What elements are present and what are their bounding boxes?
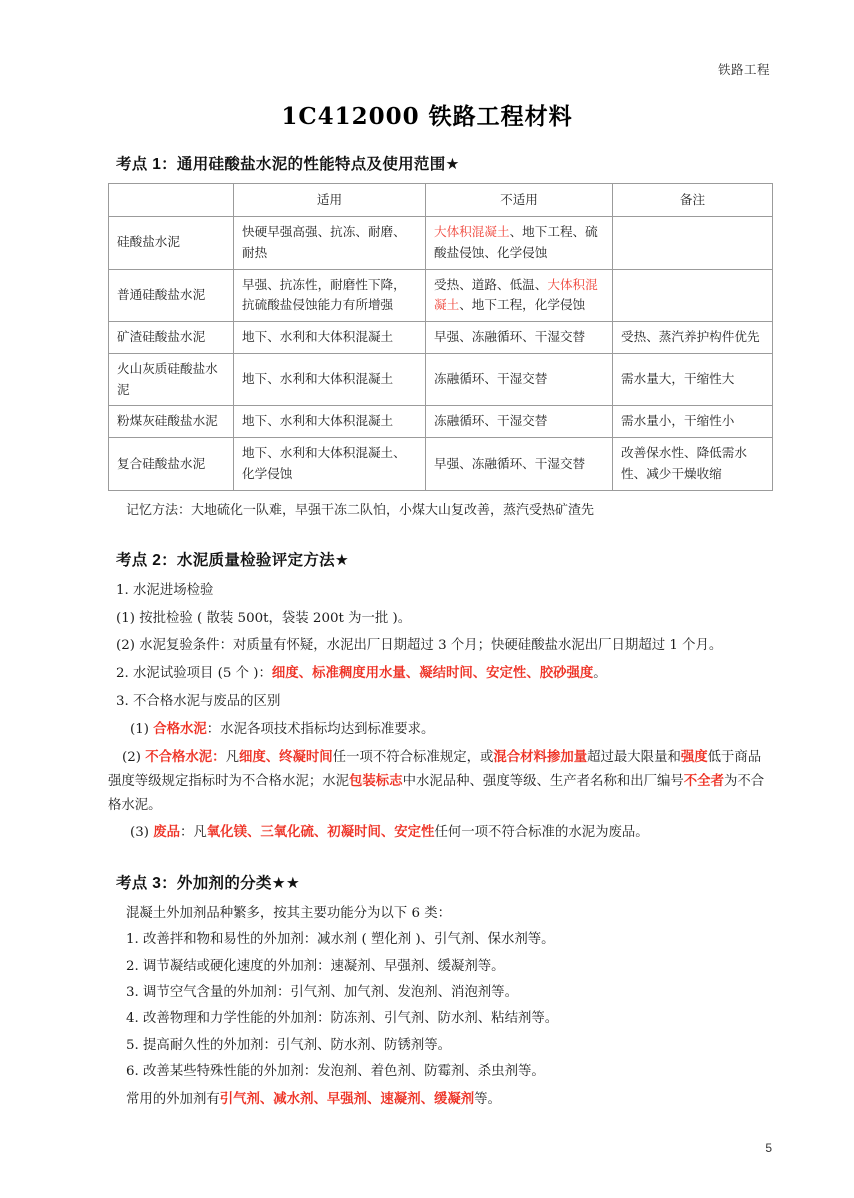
kaodian-3-body <box>108 928 772 1112</box>
highlight-text: 不合格水泥： <box>145 748 226 765</box>
cell-suitable: 地下、水利和大体积混凝土、化学侵蚀 <box>234 438 426 491</box>
table-row <box>109 438 773 491</box>
cell-unsuitable: 大体积混凝土、地下工程、硫酸盐侵蚀、化学侵蚀 <box>426 217 613 270</box>
cell-suitable: 早强、抗冻性，耐磨性下降，抗硫酸盐侵蚀能力有所增强 <box>234 269 426 322</box>
highlight-text: 引气剂、减水剂、早强剂、速凝剂、缓凝剂 <box>219 1090 475 1107</box>
cell-remark: 改善保水性、降低需水性、减少干燥收缩 <box>613 438 773 491</box>
page-number: 5 <box>765 1141 772 1155</box>
cell-cement-name: 复合硅酸盐水泥 <box>109 438 234 491</box>
cell-suitable: 地下、水利和大体积混凝土 <box>234 406 426 438</box>
page-title: 1C412000 铁路工程材料 <box>281 103 573 130</box>
memory-method-note: 记忆方法：大地硫化一队难，早强干冻二队怕，小煤大山复改善，蒸汽受热矿渣先 <box>126 502 595 518</box>
cell-suitable: 快硬早强高强、抗冻、耐磨、耐热 <box>234 217 426 270</box>
cell-cement-name: 矿渣硅酸盐水泥 <box>109 322 234 354</box>
table-row <box>109 406 773 438</box>
cell-unsuitable: 早强、冻融循环、干湿交替 <box>426 322 613 354</box>
cell-cement-name: 粉煤灰硅酸盐水泥 <box>109 406 234 438</box>
table-col-header-1: 适用 <box>234 184 426 217</box>
running-header: 铁路工程 <box>717 63 770 77</box>
highlight-text: 合格水泥 <box>153 721 207 738</box>
kaodian-2-body <box>108 579 772 846</box>
cell-cement-name: 火山灰质硅酸盐水泥 <box>109 353 234 406</box>
table-row <box>109 269 773 322</box>
cement-properties-table <box>108 183 773 491</box>
paragraph: (2) 水泥复验条件：对质量有怀疑，水泥出厂日期超过 3 个月；快硬硅酸盐水泥出厂日期超过 1 个月。 <box>116 638 723 654</box>
document-content <box>108 152 772 1112</box>
list-item: 3. 调节空气含量的外加剂：引气剂、加气剂、发泡剂、消泡剂等。 <box>126 984 518 1000</box>
table-header-row <box>109 184 773 217</box>
section-heading-kaodian-3: 考点 3：外加剂的分类★★ <box>116 875 301 893</box>
cell-unsuitable: 冻融循环、干湿交替 <box>426 353 613 406</box>
highlight-text: 包装标志 <box>349 772 403 789</box>
highlight-text: 大体积混凝土 <box>434 224 510 239</box>
list-item: 常用的外加剂有引气剂、减水剂、早强剂、速凝剂、缓凝剂等。 <box>126 1090 501 1107</box>
table-col-header-0 <box>109 184 234 217</box>
paragraph: 2. 水泥试验项目 (5 个 )：细度、标准稠度用水量、凝结时间、安定性、胶砂强度。 <box>116 665 607 682</box>
highlight-text: 不全者 <box>683 772 724 789</box>
table-col-header-2: 不适用 <box>426 184 613 217</box>
highlight-text: 细度、标准稠度用水量、凝结时间、安定性、胶砂强度 <box>271 665 594 682</box>
highlight-text: 氧化镁、三氧化硫、初凝时间、安定性 <box>206 824 435 841</box>
highlight-text: 废品 <box>153 824 181 841</box>
section-heading-kaodian-1: 考点 1：通用硅酸盐水泥的性能特点及使用范围★ <box>116 156 460 173</box>
cell-remark <box>613 217 773 270</box>
cell-remark: 需水量大，干缩性大 <box>613 353 773 406</box>
cell-cement-name: 硅酸盐水泥 <box>109 217 234 270</box>
cell-unsuitable: 早强、冻融循环、干湿交替 <box>426 438 613 491</box>
highlight-text: 细度、终凝时间 <box>238 748 333 765</box>
cell-suitable: 地下、水利和大体积混凝土 <box>234 353 426 406</box>
list-item: 1. 改善拌和物和易性的外加剂：减水剂 ( 塑化剂 )、引气剂、保水剂等。 <box>126 932 555 948</box>
paragraph: (3) 废品：凡氧化镁、三氧化硫、初凝时间、安定性任何一项不符合标准的水泥为废品。 <box>130 824 649 841</box>
cell-remark: 需水量小，干缩性小 <box>613 406 773 438</box>
cell-unsuitable: 冻融循环、干湿交替 <box>426 406 613 438</box>
table-row <box>109 217 773 270</box>
list-item: 6. 改善某些特殊性能的外加剂：发泡剂、着色剂、防霉剂、杀虫剂等。 <box>126 1064 545 1080</box>
highlight-text: 混合材料掺加量 <box>493 748 588 765</box>
cell-cement-name: 普通硅酸盐水泥 <box>109 269 234 322</box>
paragraph: (1) 按批检验 ( 散装 500t，袋装 200t 为一批 )。 <box>116 610 412 626</box>
paragraph: 1. 水泥进场检验 <box>116 582 214 598</box>
cell-remark: 受热、蒸汽养护构件优先 <box>613 322 773 354</box>
highlight-text: 强度 <box>680 748 708 765</box>
section-heading-kaodian-2: 考点 2：水泥质量检验评定方法★ <box>116 551 350 569</box>
table-body <box>109 217 773 491</box>
list-item: 4. 改善物理和力学性能的外加剂：防冻剂、引气剂、防水剂、粘结剂等。 <box>126 1011 559 1027</box>
paragraph: (1) 合格水泥：水泥各项技术指标均达到标准要求。 <box>130 721 435 738</box>
list-item: 2. 调节凝结或硬化速度的外加剂：速凝剂、早强剂、缓凝剂等。 <box>126 958 505 974</box>
cell-unsuitable: 受热、道路、低温、大体积混凝土、地下工程，化学侵蚀 <box>426 269 613 322</box>
cell-suitable: 地下、水利和大体积混凝土 <box>234 322 426 354</box>
table-row <box>109 353 773 406</box>
list-item: 5. 提高耐久性的外加剂：引气剂、防水剂、防锈剂等。 <box>126 1037 452 1053</box>
paragraph: (2) 不合格水泥：凡细度、终凝时间任一项不符合标准规定，或混合材料掺加量超过最大限量和强度低于商品强度等级规定指标时为不合格水泥；水泥包装标志中水泥品种、强度等级、生产者名称和出厂编号不全者为不合格水泥。 <box>108 748 765 813</box>
table-row <box>109 322 773 354</box>
paragraph: 3. 不合格水泥与废品的区别 <box>116 694 281 710</box>
kaodian-3-intro: 混凝土外加剂品种繁多，按其主要功能分为以下 6 类： <box>126 906 452 922</box>
cell-remark <box>613 269 773 322</box>
highlight-text: 大体积混凝土 <box>434 276 598 313</box>
table-col-header-3: 备注 <box>613 184 773 217</box>
